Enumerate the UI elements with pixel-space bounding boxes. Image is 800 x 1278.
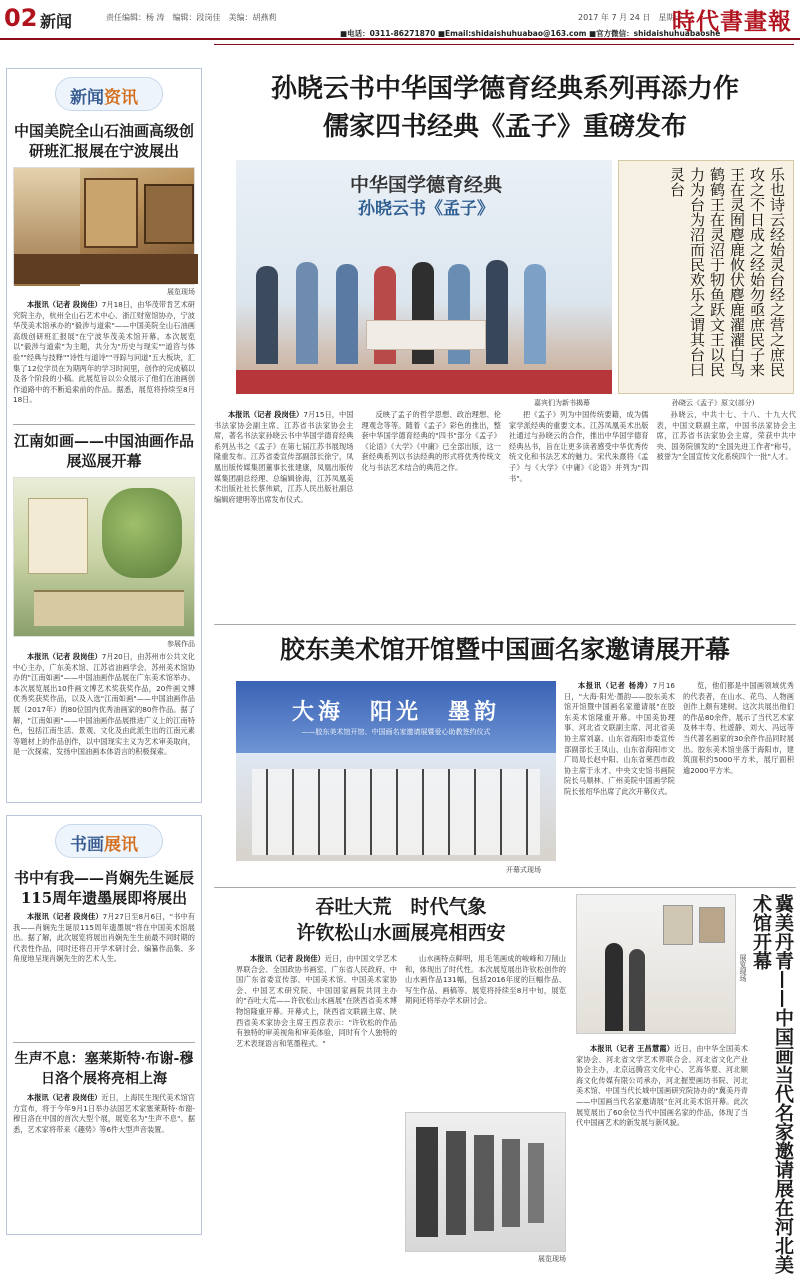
byline: 本报讯（记者 段岗佳） [27,912,103,921]
divider [214,624,796,625]
jimei-story [576,894,794,1276]
left-column [6,68,202,1235]
page-number: 02 [4,4,38,32]
header-word: 新闻 [70,88,104,108]
banner-line: ——胶东美术馆开馆、中国画名家邀请展暨爱心助教签约仪式 [301,728,491,736]
story-body [13,1093,195,1233]
byline: 本报讯（记者 段岗佳） [27,1093,102,1102]
text-column [236,954,397,1264]
box-header [13,75,195,117]
story-title: 书中有我——肖娴先生诞辰115周年遗墨展即将展出 [13,869,194,907]
newspaper-logo: 時代書畫報 [672,8,792,35]
box-header [13,822,195,864]
story-body [576,1044,748,1276]
exhibition-news-box [6,815,202,1235]
story-body [13,652,195,792]
text-column [214,410,354,618]
photo-caption: 参展作品 [167,640,195,648]
byline: 本报讯（记者 杨涛） [578,681,653,690]
divider [214,887,796,888]
headline-line: 吞吐大荒 时代气象 [315,896,487,918]
photo-caption: 展览现场 [167,288,195,296]
story-text: 近日，由中华全国美术家协会、河北省文学艺术界联合会、河北省文化产业协会主办，北京远腾宫文化中心、艺海华夏、河北顺海文化传媒有限公司承办，河北握塑画坊书院、河北美术馆、中国当代长城中国画研究院协办的"冀美丹青——中国画当代名家邀请展"在河北美术馆开幕。此次展览展出了60余位当代中国画名家的作品，体现了当代中国画艺术的新发展与新风貌。 [576,1044,748,1128]
byline: 本报讯（记者 段岗佳） [250,954,325,963]
divider [13,1042,195,1043]
calligraphy-artwork [618,160,794,394]
opening-photo [236,681,556,861]
contact-line: ■电话：0311-86271870 ■Email:shidaishuhuabao@163.com ■官方微信：shidaishuhuabaoshe [340,29,721,38]
header-word: 书画 [70,835,104,855]
artwork-caption: 孙晓云《孟子》原文(部分) [672,399,755,407]
byline: 本报讯（记者 段岗佳） [27,652,102,661]
banner-line: 中华国学德育经典 [349,174,502,196]
headline-line: 许钦松山水画展亮相西安 [296,922,506,944]
banner-line: 孙晓云书《孟子》 [358,199,494,219]
lead-images [214,160,796,410]
story-text: 7月20日，由苏州市公共文化中心主办，广东美术馆、江苏省油画学会、苏州美术馆协办的"江南如画"——中国油画作品展在广东美术馆举办。本次展览展出10件画文博艺术奖获奖作品，20件画文博优秀奖获奖作品，以及入选"江南如画"——中国油画作品展（2017年）的80位国内优秀油画家的80件作品。据了解，"江南如画"——中国油画作品展推进广义上的江南特色，包括江南生活、景观、文化及由此派生出的江南元素等题材上的作品创作，以中国现实主义为艺术审美取向，是一次探索、发扬中国油画本体语言的积极探索。 [13,652,195,757]
story-text: 7月18日，由华茂带肯艺术研究院主办，杭州全山石艺术中心、浙江财宽馆协办，宁波华茂美术馆承办的"毅涉与道索"——中国美院全山石油画高级创研班汇报展"在宁波华茂美术馆开幕。本次展览以"毅涉与道索"为主题，共分为"历史与现实""道咨与体验""经典与技释""诗性与道诗""寻踪与问道"五大板块，汇集了12位学员在为期两年的学习时间里，创作的完成稿以及各个阶段的小稿。此展览旨以公众展示了他们在油画创作道路中的不断追索前的作品。据悉，展览将持续至8月18日。 [13,300,195,405]
painting-photo [13,477,195,637]
lead-headline [214,70,796,146]
header-word-accent: 资讯 [104,88,138,108]
story-text: 7月15日，中国书法家协会副主席、江苏省书法家协会主席，著名书法家孙晓云书中华国学德育经典系列丛书之《孟子》在第七届江苏书展现场隆重发布。江苏省委宣传部副部长徐宁，凤凰出版传媒集团董事长张建康，凤凰出版传媒集团副总经理、总编辑徐海，江苏凤凰美术出版社社长蔡伟斌，江苏人民出版社副总编辑府建明等出席发布仪式。 [214,410,354,504]
gallery-photo [405,1112,566,1252]
text-column: 孙晓云，中共十七、十八、十九大代表，中国文联副主席，中国书法家协会主席，江苏省书法家协会主席，荣获中共中央、国务院颁发的"全国先进工作者"称号，被誉为"全国宣传文化系统四个一批"人才。 [656,410,796,462]
main-area [214,66,796,1278]
story-title: 中国美院全山石油画高级创研班汇报展在宁波展出 [13,122,194,160]
text-column: 反映了孟子的哲学思想、政治理想、伦理观念等等。随着《孟子》彩色的推出，整套中华国学德育经典的"四书"部分《孟子》《论语》《大学》《中庸》已全部出版，这一套经典系列以书法经典的形式将优秀传统文化与书法艺术结合的典范之作。 [361,410,501,472]
banner-line: 大海 阳光 墨韵 [291,699,500,725]
headline-line: 儒家四书经典《孟子》重磅发布 [322,112,687,142]
editors-line: 责任编辑：杨 涛 编辑：段岗佳 美编：胡燕莉 [106,13,277,22]
masthead [0,0,800,40]
byline: 本报讯（记者 段岗佳） [228,410,304,419]
bottom-section [214,894,796,1278]
byline: 本报讯（记者 段岗佳） [27,300,102,309]
story-headline: 胶东美术馆开馆暨中国画名家邀请展开幕 [279,635,730,664]
story-title: 生声不息：塞莱斯特·布谢-穆日洛个展将亮相上海 [14,1051,194,1087]
photo-caption: 展览现场 [739,954,747,982]
issue-date: 2017 年 7 月 24 日 星期一 [578,13,683,22]
story-text: 7月16日，"大海·阳光·墨韵——胶东美术馆开馆暨中国画名家邀请展"在胶东美术馆隆重开幕。中国美协理事、河北省文联副主席、河北省美协主席刘嘉、山东省海阳市委宣传部副部长王凤山、山东省海阳市文广局局长赵中阳、山东省莱西市政协主席于永才、中央文史馆书画院院长马顺林、广州美院中国画学院院长张绍华出席了此次开幕仪式。 [564,681,675,796]
text-column: 把《孟子》列为中国传统要籍，成为儒家学派经典的重要文本。江苏凤凰美术出版社通过与孙晓云的合作，推出中华国学德育经典丛书，旨在让更多读者感受中华优秀传统文化和书法艺术的魅力。宋代朱熹将《孟子》与《大学》《中庸》《论语》并列为"四书"。 [509,410,649,483]
headline-line: 孙晓云书中华国学德育经典系列再添力作 [270,74,739,104]
divider [13,424,195,425]
exhibition-photo [13,167,195,285]
story-title: 江南如画——中国油画作品展巡展开幕 [13,432,194,470]
museum-section [214,681,796,881]
text-column [564,681,675,881]
vertical-headline: 冀美丹青——中国画当代名家邀请展在河北美术馆开幕 [750,894,794,1274]
lead-text [214,410,796,618]
story-body [13,912,195,1036]
photo-caption: 展览现场 [538,1255,566,1263]
hall-photo [576,894,736,1034]
photo-caption: 嘉宾们为新书揭幕 [534,399,590,407]
story-body [13,300,195,418]
news-brief-box [6,68,202,803]
rule [214,44,794,45]
header-word-accent: 展讯 [104,835,138,855]
story-text: 7月27日至8月6日，"书中有我——肖娴先生诞辰115周年遗墨展"将在中国美术馆展出。据了解，此次展览将展出肖娴先生生前最不同时期的代表性作品，同时还将召开学术研讨会、编纂作品集、多角度地呈现肖娴先生的艺术人生。 [13,912,195,964]
text-column: 山水画特点鲜明，用毛笔画成的峻峰和刀削山和，体现出了时代性。本次展览展出许钦松创作的山水画作品131幅，包括2016年度的巨幅作品、写生作品、画稿等。展览将持续至8月中旬，展览期间还将举办学术研讨会。 [405,954,566,1006]
text-column: 览，他们都是中国画领域优秀的代表者，在山水、花鸟、人物画创作上颇有建树。这次共展出他们的作品80余件，展示了当代艺术家及林丰寿、杜遊静、刘大、冯远等当代著名画家的30余件作品同时展出。胶东美术馆坐落于海阳市，建筑面积约5000平方米，展厅面积逾2000平方米。 [683,681,794,775]
section-name: 新闻 [40,12,73,31]
story-text: 近日，由中国文学艺术界联合会、全国政协书画室、广东省人民政府、中国广东省委宣传部、中国美术馆、中国美术家协会、中国艺术研究院、中国国家画院共同主办的"吞吐大荒——许钦松山水画展"在陕西省美术博物馆隆重开幕。开幕式上，陕西省文联副主席、陕西省美术家协会主席王西京表示："许钦松的作品有独特的审美视角和审美体验，同时有个人独特的艺术表现语言和笔墨程式。" [236,954,397,1048]
launch-photo [236,160,612,394]
photo-caption: 开幕式现场 [506,866,541,874]
byline: 本报讯（记者 王昌慧霞） [590,1044,675,1053]
calligraphy-text: 乐也诗云经始灵台经之营之庶民攻之不日成之经始勿亟庶民子来王在灵囿麀鹿攸伏麀鹿濯濯白鸟鹤鹤王在灵沼于牣鱼跃文王以民力为台为沼而民欢乐之谓其台曰灵台 [668,167,786,377]
story-text: 近日，上海民生现代美术馆官方宣布，将于今年9月1日举办法国艺术家塞莱斯特·布谢-穆日洛在中国的首次大型个展，展览名为"生声不息"。据悉，艺术家将带来《趣势》等6件大型声音装置。 [13,1093,195,1134]
xiqin-story [236,894,566,1264]
